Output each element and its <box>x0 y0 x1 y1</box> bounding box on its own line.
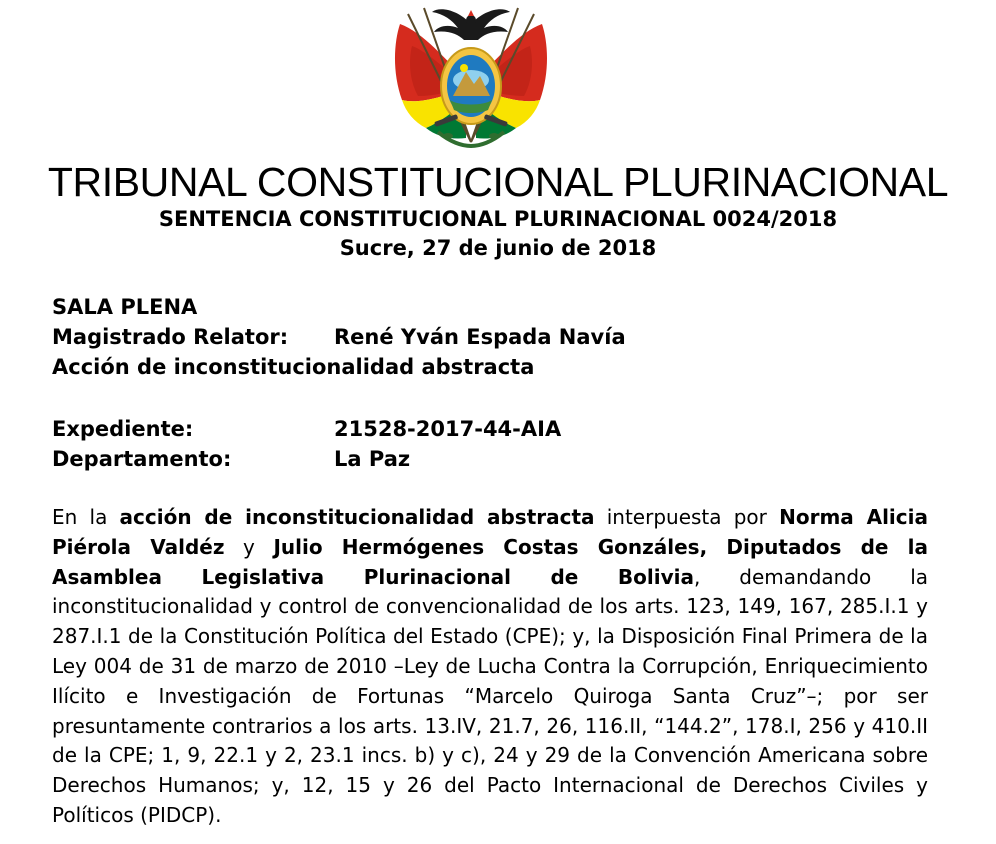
condor-icon <box>432 9 510 40</box>
file-value: 21528-2017-44-AIA <box>334 417 562 441</box>
coat-of-arms-emblem <box>378 2 564 152</box>
body-bold-claimant-1: Norma Alicia Piérola Valdéz <box>52 505 928 559</box>
body-bold-claimant-2: Julio Hermógenes Costas Gonzáles <box>273 534 700 559</box>
action-type: Acción de inconstitucionalidad abstracta <box>52 355 535 379</box>
body-text: En la <box>52 505 120 529</box>
body-text: , <box>699 534 727 559</box>
body-text: y <box>224 534 274 559</box>
chamber-label: SALA PLENA <box>52 295 198 319</box>
file-label: Expediente: <box>52 417 194 441</box>
reporter-label: Magistrado Relator: <box>52 325 289 349</box>
body-paragraph <box>52 503 928 831</box>
body-text-main: , demandando la inconstitucionalidad y control de convencionalidad de los arts. 123, 149, 167, 285.I.1 y 287.I.1 de la Constitución Política del Estado (CPE); y, la Disposición Final Primera de la Ley 004 de 31 de marzo de 2010 –Ley de Lucha Contra la Corrupción, Enriquecimiento Ilícito e Investigación de Fortunas “Marcelo Quiroga Santa Cruz”–; por ser presuntamente contrarios a los arts. 13.IV, 21.7, 26, 116.II, “144.2”, 178.I, 256 y 410.II de la CPE; 1, 9, 22.1 y 2, 23.1 incs. b) y c), 24 y 29 de la Convención Americana sobre Derechos Humanos; y, 12, 15 y 26 del Pacto Internacional de Derechos Civiles y Políticos (PIDCP). <box>52 564 929 827</box>
reporter-row <box>52 323 626 352</box>
department-label: Departamento: <box>52 447 232 471</box>
body-bold-action: acción de inconstitucionalidad abstracta <box>119 505 595 529</box>
reporter-value: René Yván Espada Navía <box>334 325 626 349</box>
shield-icon <box>441 48 501 124</box>
body-text: interpuesta por <box>594 505 780 529</box>
body-bold-assembly: Diputados de la Asamblea Legislativa Plurinacional de Bolivia <box>52 534 928 589</box>
file-row <box>52 415 561 444</box>
sentence-title: SENTENCIA CONSTITUCIONAL PLURINACIONAL 0024/2018 <box>158 207 838 231</box>
court-name-heading: TRIBUNAL CONSTITUCIONAL PLURINACIONAL <box>47 159 949 205</box>
department-value: La Paz <box>334 447 411 471</box>
place-date: Sucre, 27 de junio de 2018 <box>339 236 657 260</box>
department-row <box>52 445 410 474</box>
